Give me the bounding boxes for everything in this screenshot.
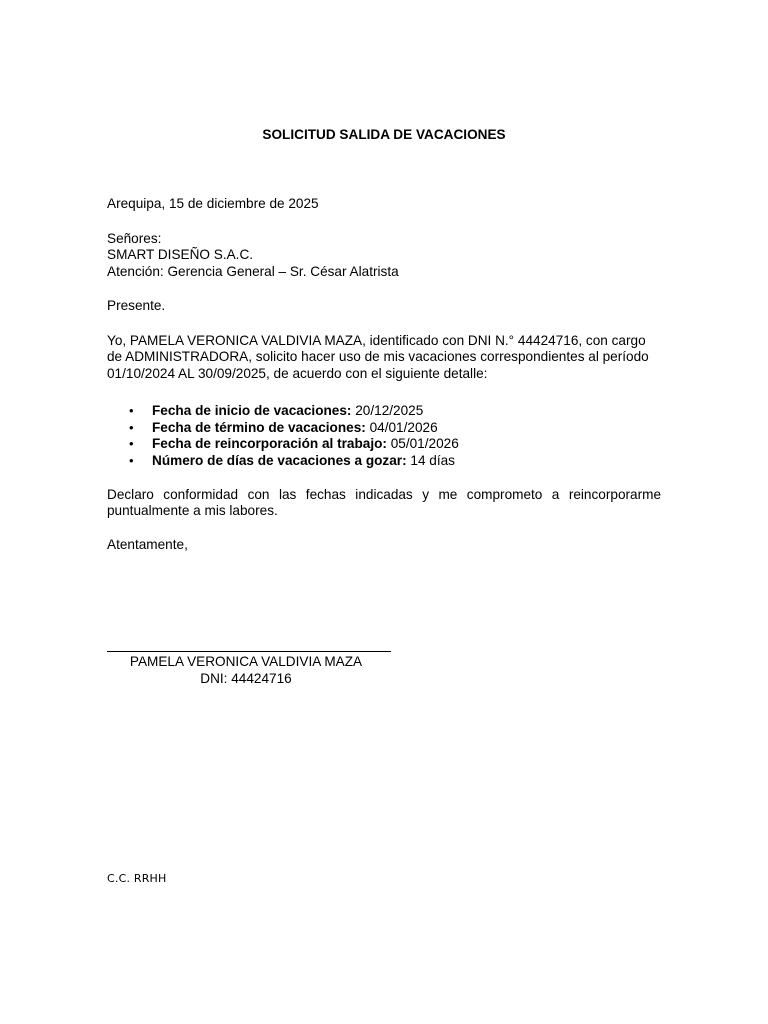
- list-item: [107, 453, 661, 470]
- recipient-salutation: Señores:: [107, 231, 162, 246]
- intro-paragraph: [107, 333, 661, 382]
- document-title: SOLICITUD SALIDA DE VACACIONES: [262, 127, 506, 142]
- detail-label: Fecha de inicio de vacaciones:: [152, 403, 352, 418]
- closing-line: [107, 537, 661, 553]
- detail-value: 04/01/2026: [369, 419, 438, 435]
- recipient-company: SMART DISEÑO S.A.C.: [107, 247, 254, 263]
- bullet-icon: •: [129, 436, 134, 452]
- list-item: [107, 436, 661, 453]
- detail-label: Fecha de término de vacaciones:: [152, 419, 366, 435]
- bullet-icon: •: [129, 403, 134, 418]
- detail-value: 14 días: [410, 452, 455, 468]
- declaration-line-2: puntualmente a mis labores.: [107, 503, 278, 519]
- date-text: Arequipa, 15 de diciembre de 2025: [107, 196, 319, 211]
- bullet-icon: •: [129, 452, 134, 468]
- signature-name: PAMELA VERONICA VALDIVIA MAZA: [129, 654, 363, 669]
- recipient-attention: Atención: Gerencia General – Sr. César Alatrista: [107, 263, 399, 279]
- declaration-paragraph: [107, 487, 661, 520]
- recipient-block: [107, 231, 661, 280]
- signature-line: [107, 651, 391, 652]
- presente-line: [107, 298, 661, 314]
- closing-text: Atentamente,: [107, 537, 188, 552]
- list-item: [107, 420, 661, 437]
- detail-value: 05/01/2026: [390, 436, 459, 452]
- intro-line-3: 01/10/2024 AL 30/09/2025, de acuerdo con el siguiente detalle:: [107, 365, 488, 381]
- declaration-line-1: Declaro conformidad con las fechas indicadas y me comprometo a reincorporarme: [107, 487, 661, 502]
- bullet-icon: •: [129, 419, 134, 435]
- intro-line-1: Yo, PAMELA VERONICA VALDIVIA MAZA, identificado con DNI N.° 44424716, con cargo: [107, 333, 646, 348]
- signature-dni: DNI: 44424716: [200, 671, 292, 686]
- date-line: [107, 196, 661, 212]
- detail-label: Fecha de reincorporación al trabajo:: [152, 436, 387, 452]
- list-item: [107, 403, 661, 420]
- detail-value: 20/12/2025: [355, 403, 424, 418]
- carbon-copy-note: C.C. RRHH: [107, 872, 167, 885]
- presente-text: Presente.: [107, 298, 166, 313]
- detail-label: Número de días de vacaciones a gozar:: [152, 452, 407, 468]
- vacation-details-list: [107, 403, 661, 469]
- intro-line-2: de ADMINISTRADORA, solicito hacer uso de mis vacaciones correspondientes al período: [107, 349, 649, 365]
